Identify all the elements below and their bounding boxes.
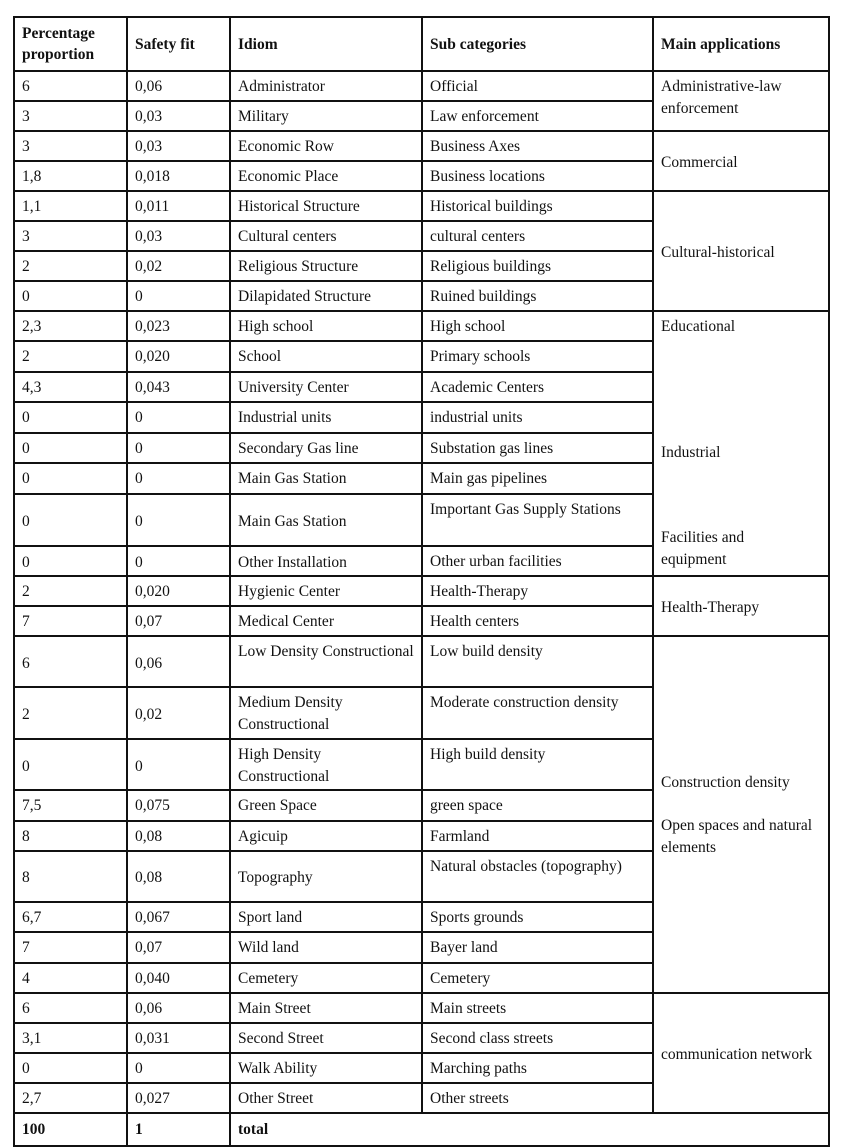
cell-safety-fit: 0,02 (127, 251, 230, 281)
cell-idiom: Walk Ability (230, 1053, 422, 1083)
cell-safety-fit: 0,011 (127, 191, 230, 221)
cell-sub-category: Ruined buildings (422, 281, 653, 311)
cell-safety-fit: 0 (127, 402, 230, 432)
cell-percentage: 0 (14, 494, 127, 546)
table-row (14, 311, 829, 341)
cell-sub-category: Other streets (422, 1083, 653, 1113)
cell-safety-fit: 0 (127, 281, 230, 311)
cell-idiom: Other Installation (230, 546, 422, 577)
cell-percentage: 6 (14, 636, 127, 687)
cell-idiom: Other Street (230, 1083, 422, 1113)
main-application-group-construction-open (653, 636, 829, 993)
cell-safety-fit: 0 (127, 1053, 230, 1083)
cell-idiom: Wild land (230, 932, 422, 962)
cell-safety-fit: 0 (127, 494, 230, 546)
applications-table (13, 16, 830, 1147)
main-application-group-edu-ind-fac (653, 311, 829, 576)
cell-idiom: Main Gas Station (230, 494, 422, 546)
cell-sub-category: Academic Centers (422, 372, 653, 402)
cell-sub-category: Moderate construction density (422, 687, 653, 738)
main-application-communication: communication network (653, 993, 829, 1113)
cell-percentage: 2 (14, 687, 127, 738)
total-row (14, 1113, 829, 1146)
cell-sub-category: High build density (422, 739, 653, 790)
cell-percentage: 0 (14, 463, 127, 493)
cell-percentage: 2,7 (14, 1083, 127, 1113)
cell-safety-fit: 0,06 (127, 993, 230, 1023)
cell-sub-category: Main streets (422, 993, 653, 1023)
cell-idiom: High Density Constructional (230, 739, 422, 790)
cell-safety-fit: 0,06 (127, 71, 230, 101)
header-idiom: Idiom (230, 17, 422, 71)
main-application-industrial: Industrial (661, 444, 721, 461)
cell-percentage: 0 (14, 546, 127, 577)
main-application-open-spaces: Open spaces and natural elements (661, 817, 813, 856)
cell-percentage: 7 (14, 606, 127, 636)
cell-sub-category: cultural centers (422, 221, 653, 251)
cell-sub-category: Low build density (422, 636, 653, 687)
cell-idiom: Religious Structure (230, 251, 422, 281)
cell-sub-category: Primary schools (422, 341, 653, 371)
cell-idiom: Sport land (230, 902, 422, 932)
cell-sub-category: Natural obstacles (topography) (422, 851, 653, 902)
cell-sub-category: Marching paths (422, 1053, 653, 1083)
table-row (14, 576, 829, 606)
cell-safety-fit: 0 (127, 739, 230, 790)
cell-safety-fit: 0,040 (127, 963, 230, 993)
cell-idiom: Cultural centers (230, 221, 422, 251)
cell-percentage: 3,1 (14, 1023, 127, 1053)
main-application-commercial: Commercial (653, 131, 829, 191)
table-row (14, 191, 829, 221)
cell-percentage: 8 (14, 851, 127, 902)
cell-sub-category: Business locations (422, 161, 653, 191)
cell-sub-category: Bayer land (422, 932, 653, 962)
cell-idiom: Administrator (230, 71, 422, 101)
cell-safety-fit: 0,020 (127, 341, 230, 371)
cell-safety-fit: 0,07 (127, 932, 230, 962)
table-row (14, 131, 829, 161)
cell-idiom: Topography (230, 851, 422, 902)
table-row (14, 636, 829, 687)
cell-percentage: 0 (14, 1053, 127, 1083)
cell-idiom: Main Street (230, 993, 422, 1023)
cell-percentage: 0 (14, 433, 127, 463)
cell-percentage: 1,1 (14, 191, 127, 221)
cell-safety-fit: 0,023 (127, 311, 230, 341)
total-label: total (230, 1113, 829, 1146)
cell-safety-fit: 0,02 (127, 687, 230, 738)
cell-percentage: 0 (14, 402, 127, 432)
cell-safety-fit: 0,067 (127, 902, 230, 932)
cell-sub-category: Health-Therapy (422, 576, 653, 606)
cell-percentage: 6 (14, 993, 127, 1023)
total-percentage: 100 (14, 1113, 127, 1146)
cell-safety-fit: 0,043 (127, 372, 230, 402)
cell-percentage: 0 (14, 281, 127, 311)
cell-percentage: 3 (14, 131, 127, 161)
cell-percentage: 7 (14, 932, 127, 962)
cell-sub-category: Main gas pipelines (422, 463, 653, 493)
cell-idiom: Dilapidated Structure (230, 281, 422, 311)
cell-idiom: Medical Center (230, 606, 422, 636)
cell-percentage: 1,8 (14, 161, 127, 191)
cell-sub-category: Historical buildings (422, 191, 653, 221)
cell-sub-category: Business Axes (422, 131, 653, 161)
cell-sub-category: Official (422, 71, 653, 101)
cell-percentage: 2 (14, 341, 127, 371)
cell-percentage: 2 (14, 576, 127, 606)
cell-percentage: 4,3 (14, 372, 127, 402)
cell-idiom: Military (230, 101, 422, 131)
cell-safety-fit: 0,08 (127, 851, 230, 902)
cell-safety-fit: 0,031 (127, 1023, 230, 1053)
cell-idiom: Historical Structure (230, 191, 422, 221)
cell-idiom: Cemetery (230, 963, 422, 993)
cell-idiom: Main Gas Station (230, 463, 422, 493)
cell-percentage: 0 (14, 739, 127, 790)
cell-idiom: Low Density Constructional (230, 636, 422, 687)
cell-safety-fit: 0,08 (127, 821, 230, 851)
cell-sub-category: Important Gas Supply Stations (422, 494, 653, 546)
cell-idiom: Green Space (230, 790, 422, 820)
main-application-educational: Educational (661, 318, 736, 335)
cell-idiom: Hygienic Center (230, 576, 422, 606)
main-application-cultural: Cultural-historical (653, 191, 829, 311)
cell-percentage: 6 (14, 71, 127, 101)
header-main-applications: Main applications (653, 17, 829, 71)
cell-safety-fit: 0,075 (127, 790, 230, 820)
cell-idiom: Economic Place (230, 161, 422, 191)
cell-safety-fit: 0,03 (127, 101, 230, 131)
header-row (14, 17, 829, 71)
cell-sub-category: Religious buildings (422, 251, 653, 281)
cell-safety-fit: 0,07 (127, 606, 230, 636)
cell-sub-category: industrial units (422, 402, 653, 432)
cell-sub-category: Farmland (422, 821, 653, 851)
cell-safety-fit: 0,027 (127, 1083, 230, 1113)
cell-sub-category: Health centers (422, 606, 653, 636)
main-application-facilities: Facilities and equipment (661, 529, 745, 568)
header-percentage: Percentage proportion (14, 17, 127, 71)
cell-idiom: School (230, 341, 422, 371)
cell-percentage: 4 (14, 963, 127, 993)
main-application-admin: Administrative-law enforcement (653, 71, 829, 131)
cell-idiom: Industrial units (230, 402, 422, 432)
cell-idiom: High school (230, 311, 422, 341)
cell-percentage: 2,3 (14, 311, 127, 341)
cell-safety-fit: 0 (127, 433, 230, 463)
cell-idiom: University Center (230, 372, 422, 402)
cell-sub-category: High school (422, 311, 653, 341)
cell-sub-category: Sports grounds (422, 902, 653, 932)
cell-safety-fit: 0,018 (127, 161, 230, 191)
header-safety-fit: Safety fit (127, 17, 230, 71)
cell-idiom: Agicuip (230, 821, 422, 851)
cell-percentage: 2 (14, 251, 127, 281)
cell-sub-category: Law enforcement (422, 101, 653, 131)
cell-idiom: Economic Row (230, 131, 422, 161)
header-sub-categories: Sub categories (422, 17, 653, 71)
cell-percentage: 7,5 (14, 790, 127, 820)
cell-sub-category: green space (422, 790, 653, 820)
cell-sub-category: Cemetery (422, 963, 653, 993)
cell-percentage: 6,7 (14, 902, 127, 932)
cell-percentage: 8 (14, 821, 127, 851)
cell-percentage: 3 (14, 221, 127, 251)
cell-idiom: Second Street (230, 1023, 422, 1053)
cell-safety-fit: 0 (127, 546, 230, 577)
cell-sub-category: Other urban facilities (422, 546, 653, 577)
cell-sub-category: Substation gas lines (422, 433, 653, 463)
cell-safety-fit: 0,03 (127, 131, 230, 161)
cell-idiom: Medium Density Constructional (230, 687, 422, 738)
total-safety-fit: 1 (127, 1113, 230, 1146)
cell-safety-fit: 0,06 (127, 636, 230, 687)
cell-safety-fit: 0,020 (127, 576, 230, 606)
main-application-health: Health-Therapy (653, 576, 829, 636)
cell-sub-category: Second class streets (422, 1023, 653, 1053)
table-row (14, 71, 829, 101)
cell-idiom: Secondary Gas line (230, 433, 422, 463)
cell-percentage: 3 (14, 101, 127, 131)
cell-safety-fit: 0,03 (127, 221, 230, 251)
main-application-construction: Construction density (661, 774, 790, 791)
cell-safety-fit: 0 (127, 463, 230, 493)
table-row (14, 993, 829, 1023)
